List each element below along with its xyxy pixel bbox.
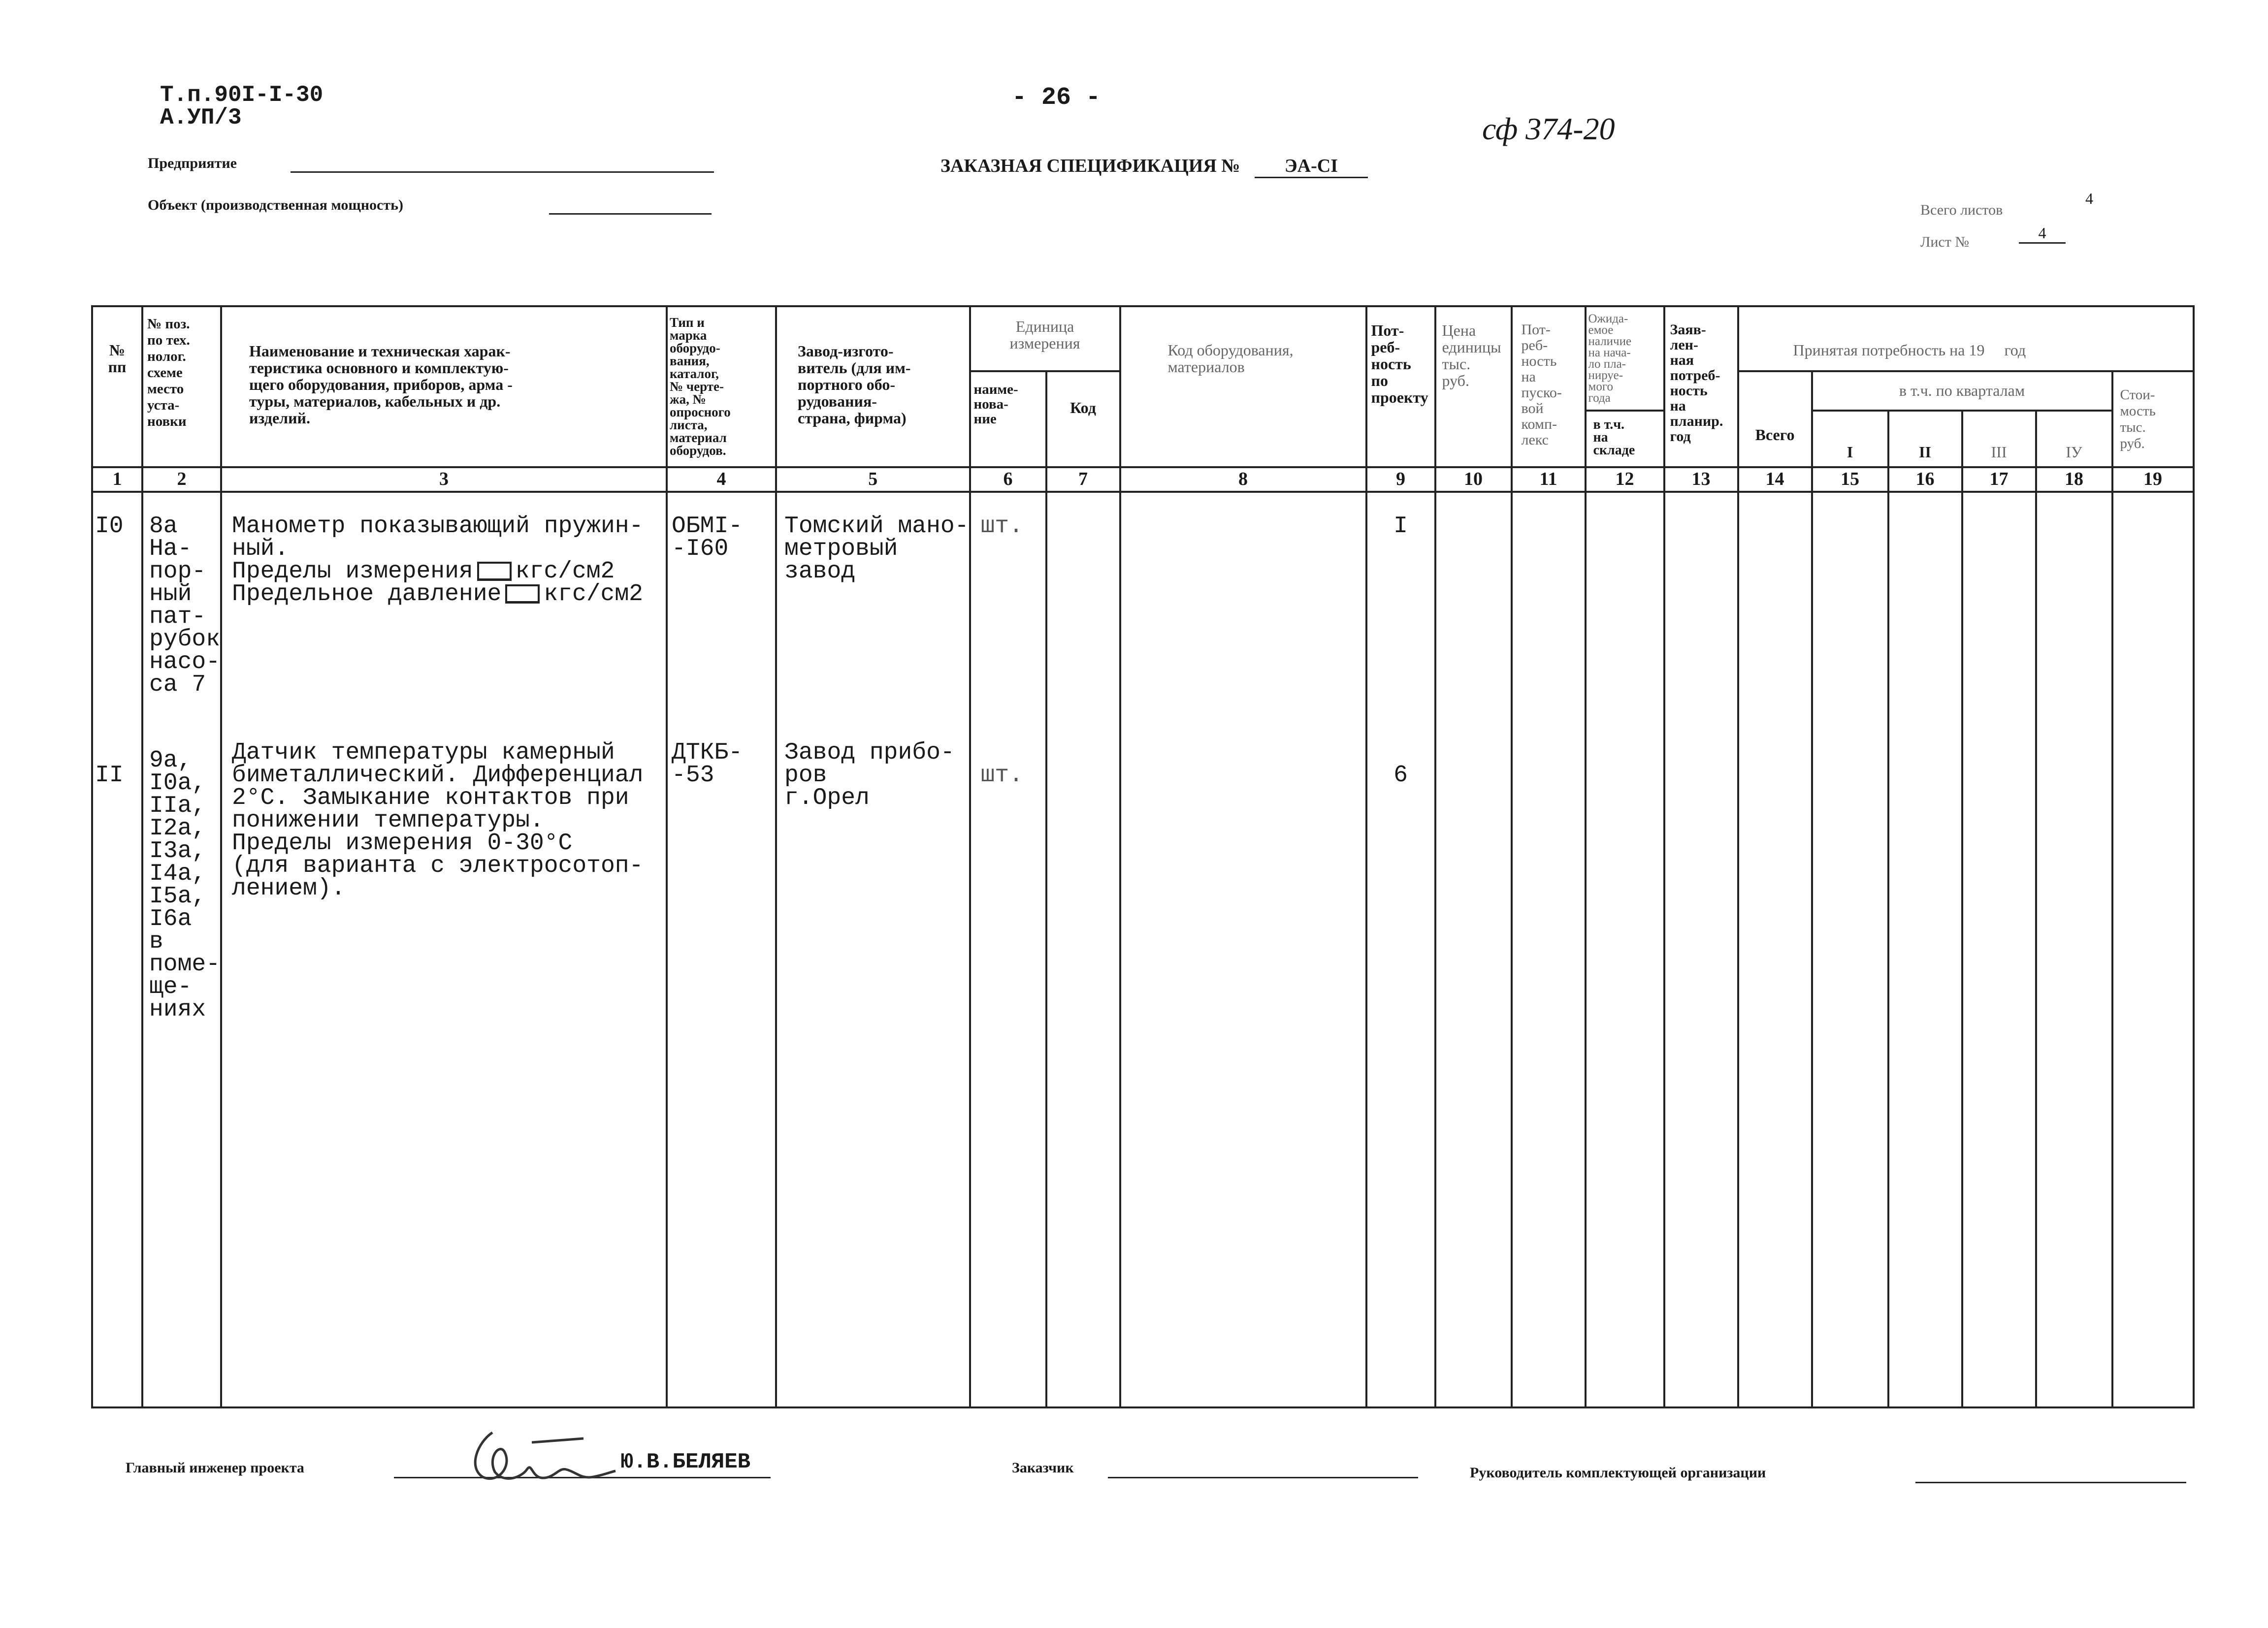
col-number: 15 [1812, 467, 1888, 492]
document-code-line1: Т.п.90I-I-30 [160, 82, 324, 108]
limit-pressure-unit: кгс/см2 [544, 581, 643, 607]
col-number: 4 [667, 467, 776, 492]
row-type: ДТКБ- -53 [672, 739, 743, 789]
col-number: 9 [1366, 467, 1435, 492]
cell-expected-stock [1586, 492, 1664, 1407]
enterprise-line [291, 171, 714, 173]
col-number: 6 [970, 467, 1046, 492]
cell-name [221, 492, 667, 1407]
measure-range-unit: кгс/см2 [515, 558, 615, 585]
row-manufacturer: Завод прибо- ров г.Орел [784, 739, 955, 811]
header-need-project: Пот- реб- ность по проекту [1366, 306, 1435, 467]
header-quarter-1: I [1812, 411, 1888, 467]
row-position: 8а На- пор- ный пат- рубок насо- са 7 [149, 513, 221, 698]
col-number: 13 [1664, 467, 1738, 492]
total-sheets-value: 4 [2085, 190, 2093, 207]
total-sheets-label: Всего листов [1920, 202, 2003, 218]
spec-number: ЭА-СI [1255, 155, 1368, 178]
cell-total [1738, 492, 1812, 1407]
header-row [92, 306, 2194, 371]
row-unit: шт. [980, 762, 1023, 789]
col-number: 10 [1435, 467, 1512, 492]
header-unit-group: Единица измерения [970, 306, 1120, 371]
header-unit-name: наиме- нова- ние [970, 371, 1046, 467]
cell-need-project [1366, 492, 1435, 1407]
col-number: 2 [142, 467, 221, 492]
col-number: 8 [1120, 467, 1366, 492]
header-unit-price: Цена единицы тыс. руб. [1435, 306, 1512, 467]
column-number-row [92, 467, 2194, 492]
sheet-label: Лист № [1920, 234, 1969, 250]
header-expected-stock: Ожида- емое наличие на нача- ло пла- нируе- мого года [1586, 306, 1664, 411]
col-number: 18 [2036, 467, 2112, 492]
cell-type [667, 492, 776, 1407]
row-quantity: I [1393, 513, 1408, 540]
row-manufacturer: Томский мано- метровый завод [784, 513, 969, 585]
table-body [92, 492, 2194, 1407]
cell-need-startup [1512, 492, 1586, 1407]
header-type: Тип и марка оборудо- вания, каталог, № черте- жа, № опросного листа, материал оборудов. [667, 306, 776, 467]
col-number: 14 [1738, 467, 1812, 492]
document-title [940, 155, 1368, 178]
blank-value-box [477, 562, 512, 581]
col-number: 12 [1586, 467, 1664, 492]
cell-equipment-code [1120, 492, 1366, 1407]
header-position: № поз. по тех. нолог. схеме место уста- новки [142, 306, 221, 467]
cell-position [142, 492, 221, 1407]
cell-unit [970, 492, 1046, 1407]
cell-no [92, 492, 142, 1407]
sheet-value: 4 [2019, 224, 2066, 244]
blank-value-box [505, 584, 540, 604]
row-quantity: 6 [1393, 762, 1408, 789]
cell-quarter-4 [2036, 492, 2112, 1407]
object-line [549, 213, 712, 215]
header-equipment-code: Код оборудования, материалов [1120, 306, 1366, 467]
col-number: 16 [1888, 467, 1962, 492]
row-unit: шт. [980, 513, 1023, 540]
document-code [160, 84, 323, 129]
title-prefix: ЗАКАЗНАЯ СПЕЦИФИКАЦИЯ № [940, 156, 1240, 176]
enterprise-label: Предприятие [148, 155, 237, 171]
header-name: Наименование и техническая харак- теристика основного и комплектую- щего оборудования, приборов, арма - туры, материалов, кабельных и др. изделий. [221, 306, 667, 467]
row-name: Датчик температуры камерный биметаллический. Дифференциал 2°С. Замыкание контактов при понижении температуры. Пределы измерения 0-30°С (для варианта с электросотоп- лением). [232, 739, 644, 902]
header-declared-need: Заяв- лен- ная потреб- ность на планир. год [1664, 306, 1738, 467]
chief-engineer-label: Главный инженер проекта [126, 1460, 304, 1476]
customer-label: Заказчик [1012, 1460, 1074, 1476]
col-number: 5 [776, 467, 970, 492]
cell-quarter-2 [1888, 492, 1962, 1407]
header-quarter-2: II [1888, 411, 1962, 467]
object-label: Объект (производственная мощность) [148, 197, 403, 213]
col-number: 7 [1046, 467, 1120, 492]
handwritten-reference: сф 374-20 [1482, 111, 1615, 146]
header-quarter-3: III [1962, 411, 2036, 467]
specification-table [91, 305, 2195, 1408]
header-need-startup: Пот- реб- ность на пуско- вой комп- лекс [1512, 306, 1586, 467]
org-head-label: Руководитель комплектующей организации [1470, 1465, 1766, 1481]
document-code-line2: А.УП/3 [160, 105, 242, 130]
header-accepted-need: Принятая потребность на 19 год [1738, 306, 2194, 371]
row-name-line [232, 583, 666, 606]
row-name [232, 515, 666, 606]
row-no: II [95, 762, 124, 789]
row-name-line: Манометр показывающий пружин- [232, 513, 644, 540]
header-unit-code: Код [1046, 371, 1120, 467]
row-position: 9а, I0а, IIа, I2а, I3а, I4а, I5а, I6а в поме- ще- ниях [149, 747, 221, 1023]
limit-pressure-label: Предельное давление [232, 581, 502, 607]
row-no: I0 [95, 513, 124, 540]
header-manufacturer: Завод-изгото- витель (для им- портного обо- рудования- страна, фирма) [776, 306, 970, 467]
cell-unit-price [1435, 492, 1512, 1407]
header-cost: Стои- мость тыс. руб. [2112, 371, 2194, 467]
cell-cost [2112, 492, 2194, 1407]
cell-unit-code [1046, 492, 1120, 1407]
col-number: 19 [2112, 467, 2194, 492]
cell-quarter-1 [1812, 492, 1888, 1407]
signature [458, 1423, 620, 1497]
col-number: 17 [1962, 467, 2036, 492]
cell-quarter-3 [1962, 492, 2036, 1407]
header-quarters: в т.ч. по кварталам [1812, 371, 2112, 411]
row-name-line: ный. [232, 536, 289, 562]
measure-range-label: Пределы измерения [232, 558, 473, 585]
col-number: 3 [221, 467, 667, 492]
header-total: Всего [1738, 371, 1812, 467]
header-in-stock: в т.ч. на складе [1586, 411, 1664, 467]
col-number: 11 [1512, 467, 1586, 492]
customer-line [1108, 1477, 1418, 1478]
row-name-line [232, 560, 666, 583]
org-head-line [1915, 1482, 2186, 1483]
chief-engineer-name: Ю.В.БЕЛЯЕВ [620, 1450, 751, 1474]
cell-declared-need [1664, 492, 1738, 1407]
header-no: № пп [92, 306, 142, 467]
col-number: 1 [92, 467, 142, 492]
cell-manufacturer [776, 492, 970, 1407]
row-type: ОБМI- -I60 [672, 513, 743, 562]
page-number: - 26 - [1012, 84, 1101, 112]
header-quarter-4: IУ [2036, 411, 2112, 467]
